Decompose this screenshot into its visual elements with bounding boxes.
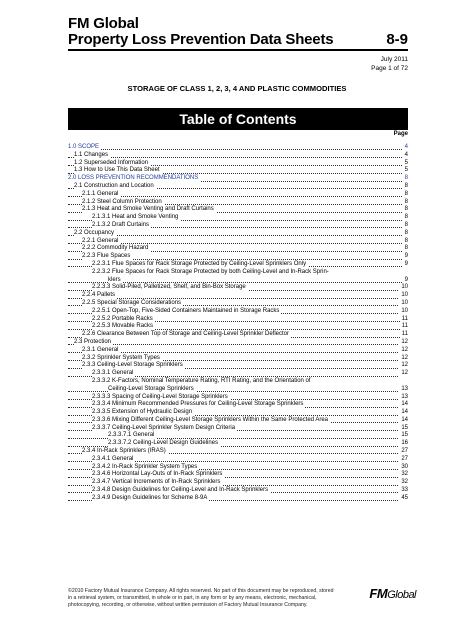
toc-entry-label: 2.1.1 General	[82, 190, 119, 197]
toc-entry-label: Ceiling-Level Storage Sprinklers	[108, 385, 194, 392]
toc-entry[interactable]	[68, 183, 408, 191]
toc-entry-label: 2.3.4.8 Design Guidelines for Ceiling-Level and In-Rack Sprinklers	[92, 487, 269, 494]
toc-heading: Table of Contents	[68, 108, 408, 130]
toc-entry-label: 2.2.3.3 Solid-Piled, Palletized, Shelf, and Bin-Box Storage	[92, 284, 246, 291]
toc-entry[interactable]	[68, 199, 408, 207]
toc-entry-label: 2.2.5 Special Storage Considerations	[82, 299, 182, 306]
toc-entry[interactable]	[68, 300, 408, 308]
toc-entry[interactable]	[68, 253, 408, 261]
fm-global-logo	[369, 586, 416, 601]
toc-entry-label: 2.3.3.6 Mixing Different Ceiling-Level Storage Sprinklers Within the Same Protected Area	[92, 416, 329, 423]
toc-entry-label: 2.3.3.2 K-Factors, Nominal Temperature Rating, RTI Rating, and the Orientation of	[92, 377, 311, 384]
toc-entry[interactable]	[68, 487, 408, 495]
toc-entry-label: 2.3.4.1 General	[92, 455, 134, 462]
toc-entry[interactable]	[68, 464, 408, 472]
toc-entry-label: 2.0 LOSS PREVENTION RECOMMENDATIONS	[68, 175, 199, 182]
toc-entry[interactable]	[68, 323, 408, 331]
toc-entry-page: 27	[401, 448, 408, 455]
toc-entry-page: 13	[401, 385, 408, 392]
toc-entry-page: 9	[404, 253, 408, 260]
toc-entry-label: klers	[108, 276, 121, 283]
toc-entry-label: 2.2.5.1 Open-Top, Five-Sided Containers Maintained in Storage Racks	[92, 307, 280, 314]
toc-entry-label: 2.3.3 Ceiling-Level Storage Sprinklers	[82, 362, 183, 369]
toc-entry[interactable]	[68, 401, 408, 409]
toc-entry[interactable]	[68, 167, 408, 175]
toc-entry[interactable]	[68, 144, 408, 152]
toc-entry[interactable]	[68, 316, 408, 324]
toc-entry[interactable]	[68, 308, 408, 316]
page-number: Page 1 of 72	[371, 64, 408, 72]
toc-entry-page: 45	[401, 494, 408, 501]
dot-leader	[68, 157, 408, 158]
toc-entry[interactable]	[68, 277, 408, 285]
toc-entry[interactable]	[68, 471, 408, 479]
toc-entry-page: 14	[401, 409, 408, 416]
toc-entry[interactable]	[68, 160, 408, 168]
table-of-contents	[68, 144, 408, 503]
series-title: Property Loss Prevention Data Sheets	[68, 31, 334, 48]
toc-entry[interactable]	[68, 495, 408, 503]
toc-entry-label: 2.1.2 Steel Column Protection	[82, 198, 162, 205]
dot-leader	[68, 235, 408, 236]
toc-entry[interactable]	[68, 394, 408, 402]
toc-entry[interactable]	[68, 432, 408, 440]
toc-entry-page: 14	[401, 401, 408, 408]
copyright-notice: ©2010 Factory Mutual Insurance Company. All rights reserved. No part of this document may be reproduced, stored in a retrieval system, or transmitted, in whole or in part, in any form or by any means, electronic, mechanical, photocopying, recording, or otherwise, without written permission of Factory Mutual Insurance Company.	[68, 588, 334, 608]
toc-entry-label: 2.2.3 Flue Spaces	[82, 253, 131, 260]
toc-entry-label: 2.2.4 Pallets	[82, 292, 116, 299]
toc-entry-label: 2.2.5.3 Movable Racks	[92, 323, 154, 330]
toc-entry-label: 2.2 Occupancy	[74, 229, 115, 236]
toc-entry[interactable]	[68, 152, 408, 160]
toc-entry-page: 32	[401, 479, 408, 486]
header-rule	[68, 49, 408, 51]
toc-entry-label: 2.3.3.7.2 Ceiling-Level Design Guidelines	[108, 440, 219, 447]
toc-entry-label: 2.3.3.7.1 General	[108, 432, 155, 439]
toc-entry-label: 2.3.4 In-Rack Sprinklers (IRAS)	[82, 448, 166, 455]
toc-entry[interactable]	[68, 479, 408, 487]
toc-entry[interactable]	[68, 269, 408, 277]
toc-entry-label: 2.3.4.7 Vertical Increments of In-Rack Sprinklers	[92, 479, 221, 486]
toc-entry-page: 8	[404, 198, 408, 205]
logo-global: Global	[387, 589, 416, 601]
toc-entry-page: 8	[404, 214, 408, 221]
toc-entry[interactable]	[68, 331, 408, 339]
toc-entry[interactable]	[68, 440, 408, 448]
toc-entry-label: 2.3.3.4 Minimum Recommended Pressures for Ceiling-Level Storage Sprinklers	[92, 401, 304, 408]
toc-entry-label: 2.2.3.1 Flue Spaces for Rack Storage Protected by Ceiling-Level Sprinklers Only	[92, 260, 307, 267]
toc-entry[interactable]	[68, 409, 408, 417]
toc-entry[interactable]	[68, 292, 408, 300]
toc-entry[interactable]	[68, 448, 408, 456]
toc-entry-page: 14	[401, 416, 408, 423]
toc-entry[interactable]	[68, 339, 408, 347]
toc-entry[interactable]	[68, 245, 408, 253]
toc-entry[interactable]	[68, 378, 408, 386]
toc-entry-label: 2.1.3 Heat and Smoke Venting and Draft Curtains	[82, 206, 214, 213]
toc-entry-label: 2.2.2 Commodity Hazard	[82, 245, 149, 252]
toc-entry-page: 8	[404, 206, 408, 213]
toc-entry-page: 8	[404, 229, 408, 236]
toc-entry[interactable]	[68, 238, 408, 246]
toc-entry-label: 2.2.6 Clearance Between Top of Storage and Ceiling-Level Sprinkler Deflector	[82, 331, 290, 338]
toc-entry-label: 2.3.4.2 In-Rack Sprinkler System Types	[92, 463, 198, 470]
toc-entry-label: 2.3.4.6 Horizontal Lay-Outs of In-Rack Sprinklers	[92, 471, 223, 478]
toc-entry-label: 1.0 SCOPE	[68, 144, 100, 150]
data-sheet-number: 8-9	[386, 31, 408, 48]
toc-entry-label: 2.3 Protection	[74, 338, 112, 345]
toc-entry-page: 15	[401, 424, 408, 431]
toc-entry-page: 11	[401, 331, 408, 338]
toc-entry-page: 12	[401, 346, 408, 353]
toc-entry-label: 2.2.3.2 Flue Spaces for Rack Storage Protected by both Ceiling-Level and In-Rack Sprin-	[92, 268, 329, 275]
toc-entry-page: 32	[401, 471, 408, 478]
toc-entry-page: 9	[404, 260, 408, 267]
toc-entry-page: 10	[401, 307, 408, 314]
toc-entry-page: 8	[404, 237, 408, 244]
toc-entry[interactable]	[68, 191, 408, 199]
logo-fm: FM	[369, 586, 388, 601]
toc-entry-label: 2.1.3.2 Draft Curtains	[92, 221, 150, 228]
toc-entry-label: 2.3.3.3 Spacing of Ceiling-Level Storage Sprinklers	[92, 393, 228, 400]
toc-entry-page: 15	[401, 432, 408, 439]
dot-leader	[68, 149, 408, 150]
toc-entry[interactable]	[68, 222, 408, 230]
page-column-label: Page	[393, 131, 408, 137]
toc-entry-page: 8	[404, 245, 408, 252]
toc-entry-page: 5	[404, 167, 408, 174]
toc-entry-page: 11	[401, 315, 408, 322]
toc-entry-label: 1.2 Superseded Information	[74, 159, 149, 166]
toc-entry-label: 2.3.4.9 Design Guidelines for Scheme 8-9A	[92, 494, 208, 501]
toc-entry-page: 8	[404, 175, 408, 182]
toc-entry-page: 30	[401, 463, 408, 470]
toc-entry[interactable]	[68, 456, 408, 464]
toc-entry-page: 12	[401, 354, 408, 361]
toc-entry[interactable]	[68, 261, 408, 269]
toc-entry-label: 2.3.2 Sprinkler System Types	[82, 354, 160, 361]
toc-entry[interactable]	[68, 362, 408, 370]
toc-entry-label: 2.3.3.7 Ceiling-Level Sprinkler System Design Criteria	[92, 424, 236, 431]
toc-entry[interactable]	[68, 206, 408, 214]
toc-entry[interactable]	[68, 425, 408, 433]
toc-entry-page: 10	[401, 284, 408, 291]
toc-entry-page: 13	[401, 393, 408, 400]
toc-entry-page: 4	[404, 151, 408, 158]
toc-entry-page: 4	[404, 144, 408, 150]
toc-entry-page: 11	[401, 323, 408, 330]
toc-entry[interactable]	[68, 175, 408, 183]
toc-entry-page: 8	[404, 221, 408, 228]
date-block	[371, 56, 408, 74]
toc-entry[interactable]	[68, 214, 408, 222]
document-title: STORAGE OF CLASS 1, 2, 3, 4 AND PLASTIC COMMODITIES	[127, 84, 347, 93]
toc-entry-page: 8	[404, 190, 408, 197]
issue-date: July 2011	[380, 56, 408, 63]
toc-entry[interactable]	[68, 284, 408, 292]
toc-entry[interactable]	[68, 370, 408, 378]
toc-entry-label: 2.2.1 General	[82, 237, 119, 244]
dot-leader	[68, 298, 408, 299]
toc-entry[interactable]	[68, 347, 408, 355]
toc-entry-page: 33	[401, 487, 408, 494]
toc-entry[interactable]	[68, 417, 408, 425]
toc-entry-page: 12	[401, 370, 408, 377]
toc-entry-page: 5	[404, 159, 408, 166]
org-name: FM Global	[68, 15, 139, 32]
toc-entry-page: 16	[401, 440, 408, 447]
toc-entry-label: 1.3 How to Use This Data Sheet	[74, 167, 160, 174]
toc-entry-label: 2.2.5.2 Portable Racks	[92, 315, 153, 322]
toc-entry-label: 2.3.1 General	[82, 346, 119, 353]
toc-entry[interactable]	[68, 230, 408, 238]
toc-entry-label: 2.1 Construction and Location	[74, 182, 154, 189]
toc-entry-label: 1.1 Changes	[74, 151, 109, 158]
toc-entry[interactable]	[68, 386, 408, 394]
toc-entry-label: 2.1.3.1 Heat and Smoke Venting	[92, 214, 179, 221]
toc-entry-page: 10	[401, 299, 408, 306]
toc-entry-page: 9	[404, 276, 408, 283]
toc-entry-label: 2.3.3.1 General	[92, 370, 134, 377]
toc-entry-label: 2.3.3.5 Extension of Hydraulic Design	[92, 409, 193, 416]
dot-leader	[68, 344, 408, 345]
toc-entry-page: 27	[401, 455, 408, 462]
toc-entry-page: 8	[404, 182, 408, 189]
toc-entry-page: 10	[401, 292, 408, 299]
toc-entry-page: 12	[401, 362, 408, 369]
toc-entry-page: 12	[401, 338, 408, 345]
toc-entry[interactable]	[68, 355, 408, 363]
